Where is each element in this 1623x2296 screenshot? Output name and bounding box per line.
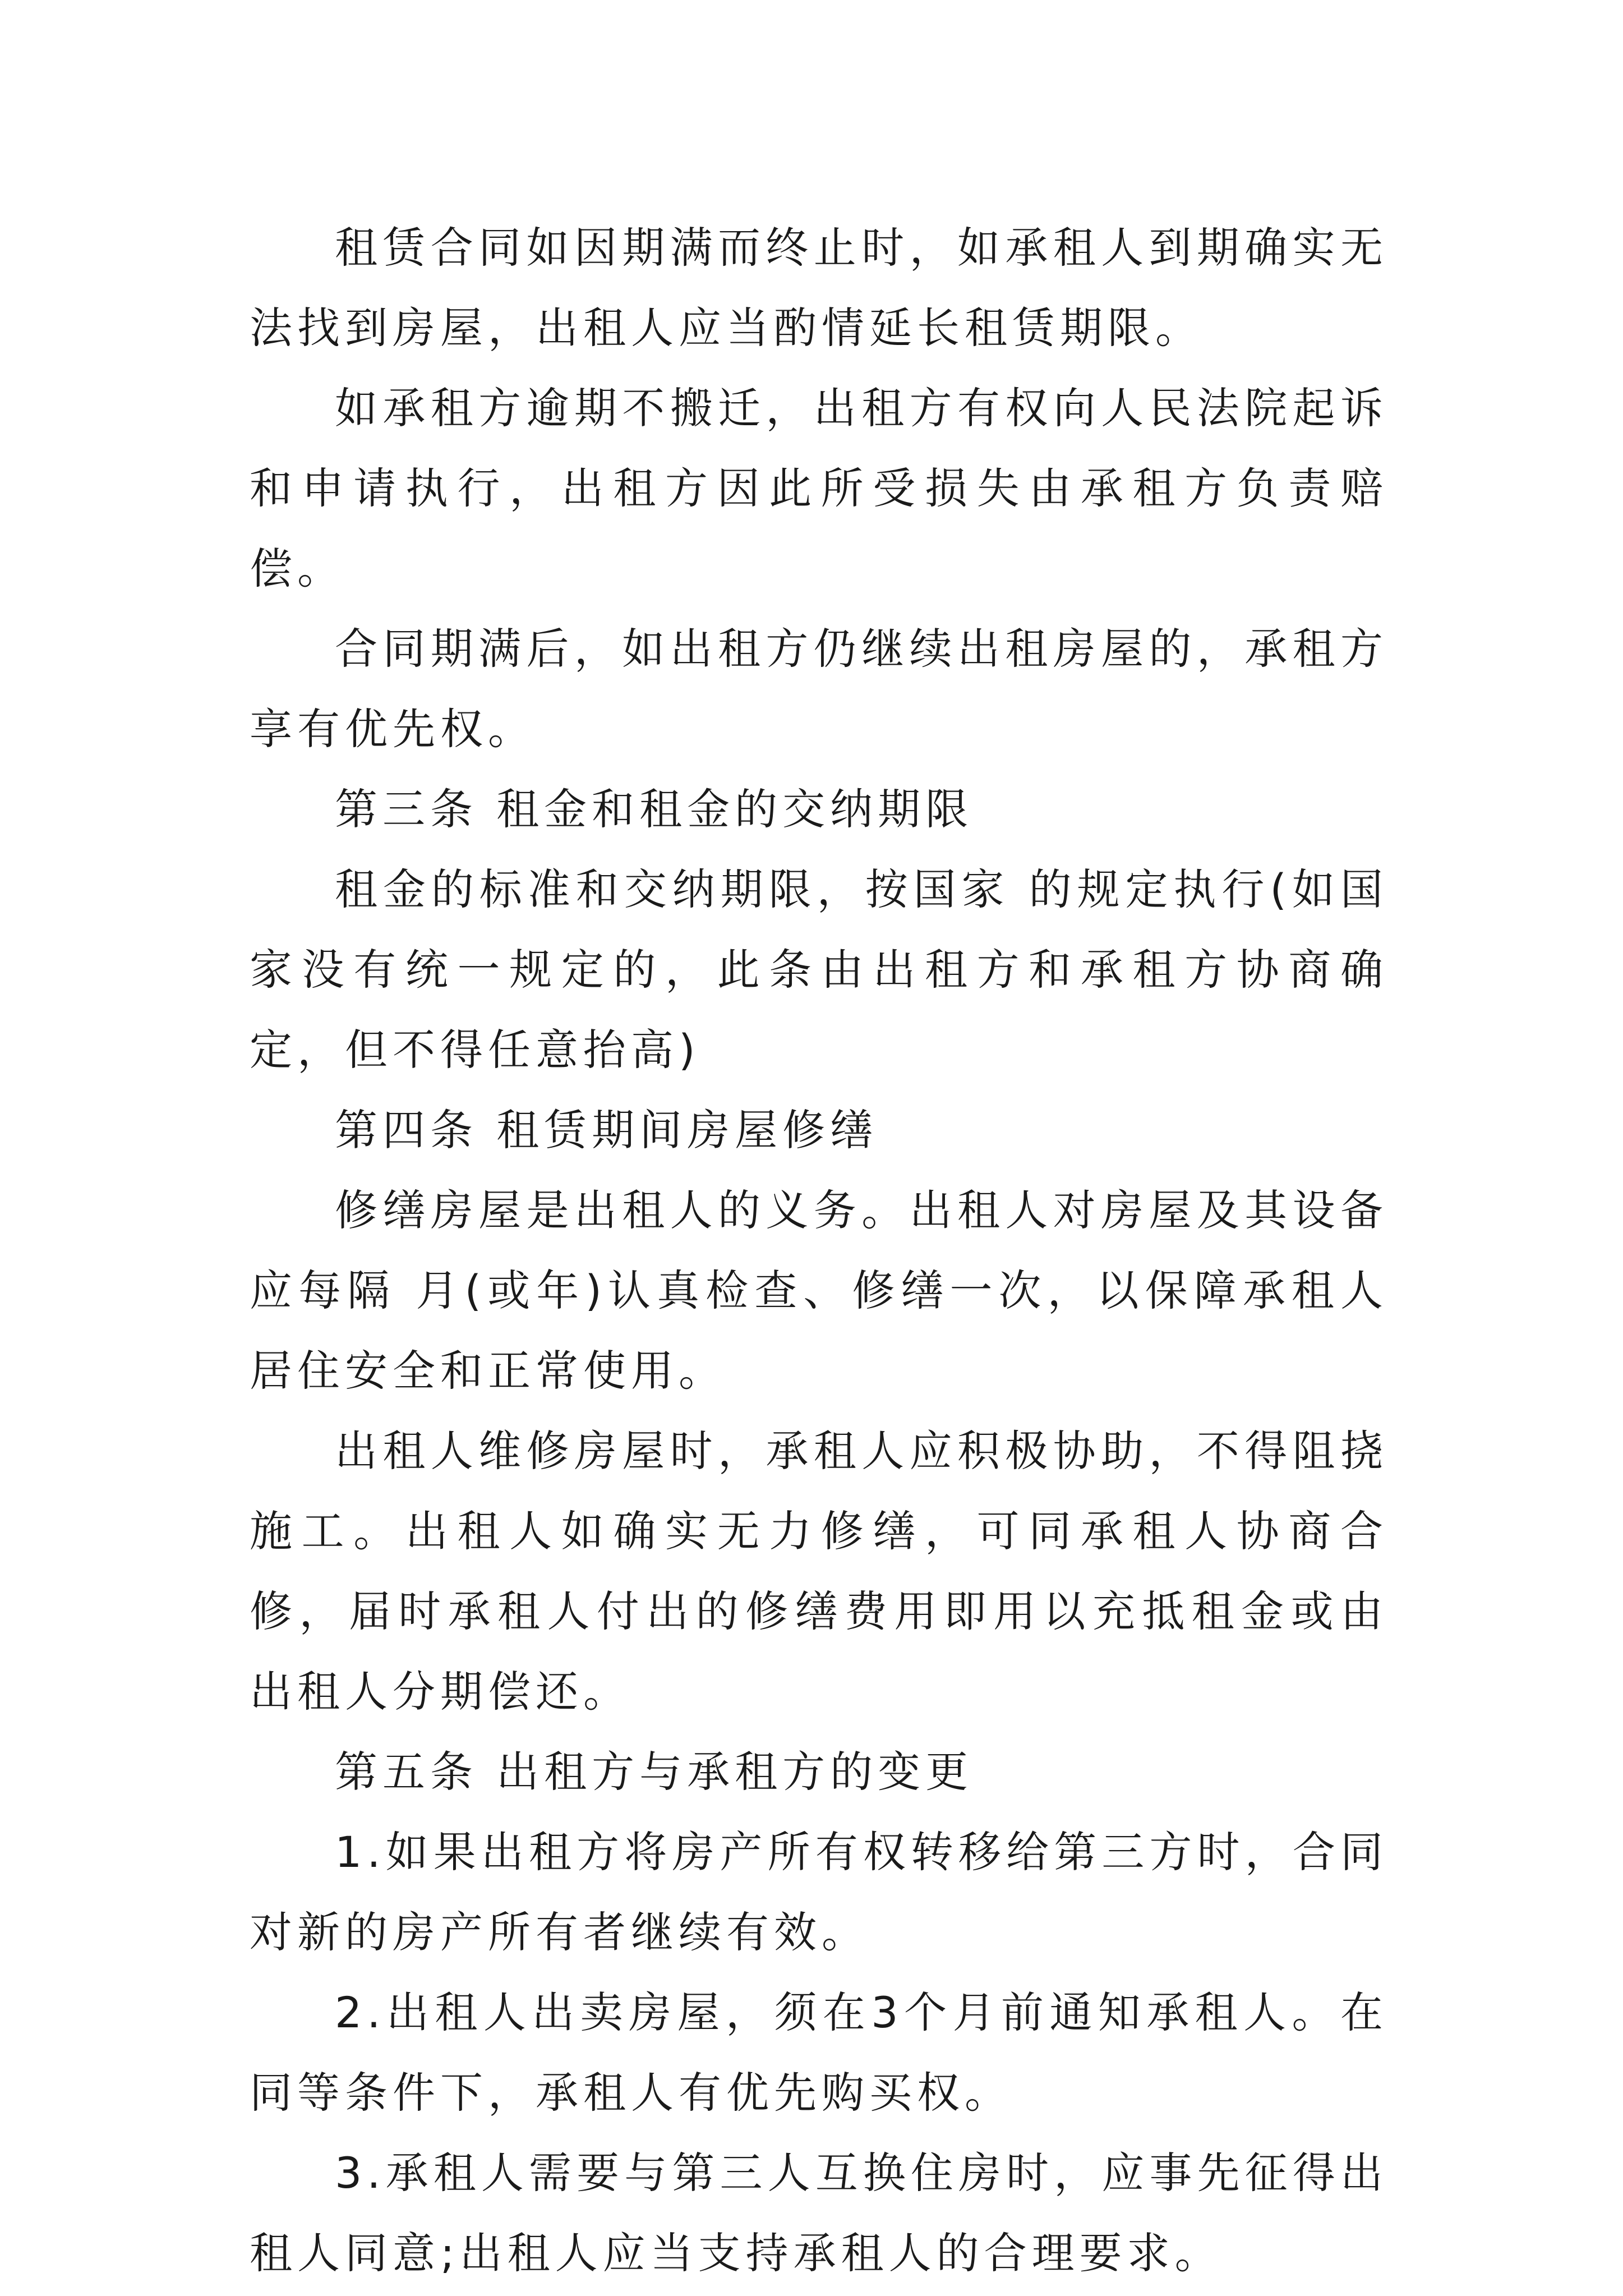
paragraph-repair-duty: 修缮房屋是出租人的义务。出租人对房屋及其设备应每隔 月(或年)认真检查、修缮一次，以保障承租人居住安全和正常使用。 xyxy=(250,1185,1388,1396)
document-body xyxy=(250,208,1388,2293)
paragraph-change-3: 3.承租人需要与第三人互换住房时，应事先征得出租人同意;出租人应当支持承租人的合理要求。 xyxy=(250,2148,1388,2278)
heading-article-4: 第四条 租赁期间房屋修缮 xyxy=(335,1105,878,1155)
paragraph-repair-cooperation: 出租人维修房屋时，承租人应积极协助，不得阻挠施工。出租人如确实无力修缮，可同承租人协商合修，届时承租人付出的修缮费用即用以充抵租金或由出租人分期偿还。 xyxy=(250,1426,1388,1717)
paragraph-priority-right: 合同期满后，如出租方仍继续出租房屋的，承租方享有优先权。 xyxy=(250,624,1388,754)
paragraph-lease-expiry-extension: 租赁合同如因期满而终止时，如承租人到期确实无法找到房屋，出租人应当酌情延长租赁期限。 xyxy=(250,223,1388,353)
paragraph-change-2: 2.出租人出卖房屋，须在3个月前通知承租人。在同等条件下，承租人有优先购买权。 xyxy=(250,1987,1388,2118)
paragraph-change-1: 1.如果出租方将房产所有权转移给第三方时，合同对新的房产所有者继续有效。 xyxy=(250,1827,1388,1957)
heading-article-5: 第五条 出租方与承租方的变更 xyxy=(335,1747,974,1797)
heading-article-3: 第三条 租金和租金的交纳期限 xyxy=(335,784,974,834)
paragraph-rent-standard: 租金的标准和交纳期限，按国家 的规定执行(如国家没有统一规定的，此条由出租方和承租方协商确定，但不得任意抬高) xyxy=(250,864,1388,1075)
paragraph-overdue-eviction: 如承租方逾期不搬迁，出租方有权向人民法院起诉和申请执行，出租方因此所受损失由承租方负责赔偿。 xyxy=(250,383,1388,593)
